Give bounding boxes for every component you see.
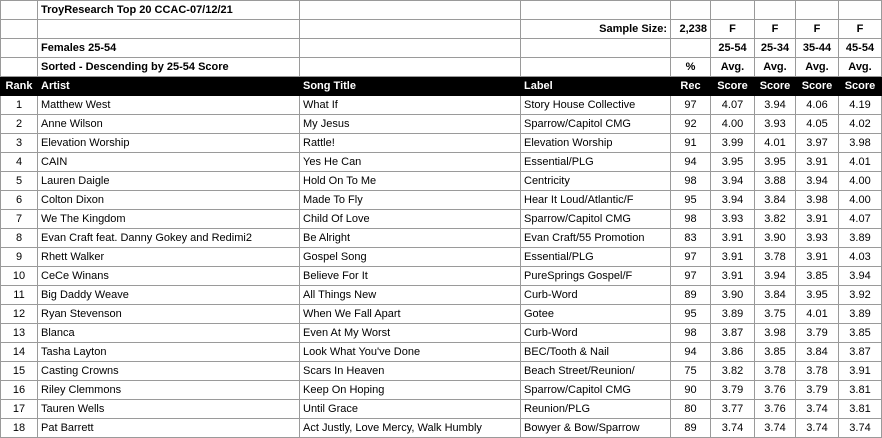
song-cell: Believe For It xyxy=(300,267,521,286)
score-25-34-cell: 3.78 xyxy=(755,248,796,267)
score-25-54-cell: 3.94 xyxy=(711,172,755,191)
col-rank: Rank xyxy=(1,77,38,96)
artist-cell: CeCe Winans xyxy=(38,267,300,286)
col-artist: Artist xyxy=(38,77,300,96)
rec-cell: 94 xyxy=(671,343,711,362)
rec-cell: 75 xyxy=(671,362,711,381)
score-25-34-cell: 3.88 xyxy=(755,172,796,191)
label-cell: Reunion/PLG xyxy=(521,400,671,419)
score-35-44-cell: 4.06 xyxy=(796,96,839,115)
score-25-34-cell: 3.85 xyxy=(755,343,796,362)
song-cell: Even At My Worst xyxy=(300,324,521,343)
table-row xyxy=(1,419,882,438)
rec-cell: 90 xyxy=(671,381,711,400)
col-score-25-54: Score xyxy=(711,77,755,96)
col-score-25-34: Score xyxy=(755,77,796,96)
label-cell: Sparrow/Capitol CMG xyxy=(521,210,671,229)
score-25-34-cell: 3.94 xyxy=(755,96,796,115)
rank-cell: 16 xyxy=(1,381,38,400)
rec-cell: 97 xyxy=(671,267,711,286)
table-row xyxy=(1,229,882,248)
rank-cell: 3 xyxy=(1,134,38,153)
rec-cell: 98 xyxy=(671,324,711,343)
score-45-54-cell: 3.89 xyxy=(839,229,882,248)
table-row xyxy=(1,267,882,286)
score-45-54-cell: 4.19 xyxy=(839,96,882,115)
artist-cell: Casting Crowns xyxy=(38,362,300,381)
score-45-54-cell: 4.07 xyxy=(839,210,882,229)
label-cell: PureSprings Gospel/F xyxy=(521,267,671,286)
table-row xyxy=(1,381,882,400)
song-cell: Made To Fly xyxy=(300,191,521,210)
label-cell: Hear It Loud/Atlantic/F xyxy=(521,191,671,210)
score-25-34-cell: 3.82 xyxy=(755,210,796,229)
score-25-54-cell: 4.00 xyxy=(711,115,755,134)
score-25-54-cell: 3.91 xyxy=(711,267,755,286)
table-row xyxy=(1,362,882,381)
rec-cell: 97 xyxy=(671,96,711,115)
song-cell: Keep On Hoping xyxy=(300,381,521,400)
score-25-54-cell: 3.89 xyxy=(711,305,755,324)
rec-cell: 89 xyxy=(671,419,711,438)
score-25-34-cell: 3.76 xyxy=(755,381,796,400)
score-45-54-cell: 3.81 xyxy=(839,381,882,400)
table-row xyxy=(1,96,882,115)
score-25-34-cell: 3.90 xyxy=(755,229,796,248)
score-35-44-cell: 3.84 xyxy=(796,343,839,362)
score-25-34-cell: 3.95 xyxy=(755,153,796,172)
score-45-54-cell: 3.87 xyxy=(839,343,882,362)
song-cell: My Jesus xyxy=(300,115,521,134)
score-25-34-cell: 3.84 xyxy=(755,191,796,210)
score-25-54-cell: 3.99 xyxy=(711,134,755,153)
table-row xyxy=(1,191,882,210)
col-score-45-54: Score xyxy=(839,77,882,96)
report-title: TroyResearch Top 20 CCAC-07/12/21 xyxy=(38,1,300,20)
rank-cell: 13 xyxy=(1,324,38,343)
score-25-54-cell: 3.93 xyxy=(711,210,755,229)
label-cell: Curb-Word xyxy=(521,324,671,343)
score-45-54-cell: 3.81 xyxy=(839,400,882,419)
col-score-35-44: Score xyxy=(796,77,839,96)
table-row xyxy=(1,400,882,419)
song-cell: What If xyxy=(300,96,521,115)
score-35-44-cell: 3.79 xyxy=(796,381,839,400)
rank-cell: 6 xyxy=(1,191,38,210)
song-cell: Rattle! xyxy=(300,134,521,153)
score-45-54-cell: 3.89 xyxy=(839,305,882,324)
rank-cell: 11 xyxy=(1,286,38,305)
score-25-54-cell: 3.91 xyxy=(711,229,755,248)
score-45-54-cell: 3.98 xyxy=(839,134,882,153)
artist-cell: Tasha Layton xyxy=(38,343,300,362)
artist-cell: CAIN xyxy=(38,153,300,172)
col-song: Song Title xyxy=(300,77,521,96)
rec-cell: 94 xyxy=(671,153,711,172)
score-25-54-cell: 4.07 xyxy=(711,96,755,115)
score-35-44-cell: 4.01 xyxy=(796,305,839,324)
rank-cell: 10 xyxy=(1,267,38,286)
artist-cell: Ryan Stevenson xyxy=(38,305,300,324)
score-25-34-cell: 3.75 xyxy=(755,305,796,324)
label-cell: Centricity xyxy=(521,172,671,191)
rank-cell: 5 xyxy=(1,172,38,191)
score-25-54-cell: 3.94 xyxy=(711,191,755,210)
label-cell: Essential/PLG xyxy=(521,248,671,267)
artist-cell: Tauren Wells xyxy=(38,400,300,419)
score-35-44-cell: 3.95 xyxy=(796,286,839,305)
score-25-34-cell: 3.76 xyxy=(755,400,796,419)
rec-cell: 83 xyxy=(671,229,711,248)
song-cell: Hold On To Me xyxy=(300,172,521,191)
table-row xyxy=(1,172,882,191)
rank-cell: 17 xyxy=(1,400,38,419)
score-35-44-cell: 3.79 xyxy=(796,324,839,343)
song-cell: When We Fall Apart xyxy=(300,305,521,324)
song-cell: Yes He Can xyxy=(300,153,521,172)
table-row xyxy=(1,343,882,362)
rank-cell: 18 xyxy=(1,419,38,438)
song-cell: Until Grace xyxy=(300,400,521,419)
rank-cell: 9 xyxy=(1,248,38,267)
rank-cell: 7 xyxy=(1,210,38,229)
table-row xyxy=(1,305,882,324)
rec-cell: 98 xyxy=(671,210,711,229)
rec-cell: 89 xyxy=(671,286,711,305)
demographic-label: Females 25-54 xyxy=(38,39,300,58)
rank-cell: 8 xyxy=(1,229,38,248)
score-35-44-cell: 3.91 xyxy=(796,248,839,267)
col-rec: Rec xyxy=(671,77,711,96)
rec-cell: 95 xyxy=(671,305,711,324)
rec-cell: 91 xyxy=(671,134,711,153)
rec-cell: 80 xyxy=(671,400,711,419)
song-cell: All Things New xyxy=(300,286,521,305)
score-35-44-cell: 3.98 xyxy=(796,191,839,210)
rank-cell: 12 xyxy=(1,305,38,324)
score-25-54-cell: 3.82 xyxy=(711,362,755,381)
table-row xyxy=(1,248,882,267)
song-cell: Child Of Love xyxy=(300,210,521,229)
score-25-54-cell: 3.79 xyxy=(711,381,755,400)
table-row xyxy=(1,324,882,343)
label-cell: Essential/PLG xyxy=(521,153,671,172)
demo-row: Females 25-54 25-54 25-34 35-44 45-54 xyxy=(1,39,882,58)
score-25-34-cell: 3.93 xyxy=(755,115,796,134)
rec-cell: 97 xyxy=(671,248,711,267)
rank-cell: 14 xyxy=(1,343,38,362)
score-45-54-cell: 3.92 xyxy=(839,286,882,305)
sample-row: Sample Size: 2,238 F F F F xyxy=(1,20,882,39)
score-25-54-cell: 3.90 xyxy=(711,286,755,305)
score-35-44-cell: 3.91 xyxy=(796,210,839,229)
score-45-54-cell: 4.03 xyxy=(839,248,882,267)
rank-cell: 15 xyxy=(1,362,38,381)
sample-size-label: Sample Size: xyxy=(521,20,671,39)
score-45-54-cell: 3.91 xyxy=(839,362,882,381)
label-cell: Curb-Word xyxy=(521,286,671,305)
sample-size-value: 2,238 xyxy=(671,20,711,39)
label-cell: Gotee xyxy=(521,305,671,324)
score-35-44-cell: 3.74 xyxy=(796,400,839,419)
song-cell: Gospel Song xyxy=(300,248,521,267)
label-cell: Evan Craft/55 Promotion xyxy=(521,229,671,248)
song-cell: Be Alright xyxy=(300,229,521,248)
score-45-54-cell: 4.01 xyxy=(839,153,882,172)
song-cell: Look What You've Done xyxy=(300,343,521,362)
score-35-44-cell: 3.97 xyxy=(796,134,839,153)
rank-cell: 1 xyxy=(1,96,38,115)
rank-cell: 4 xyxy=(1,153,38,172)
score-25-54-cell: 3.86 xyxy=(711,343,755,362)
table-row xyxy=(1,115,882,134)
label-cell: Elevation Worship xyxy=(521,134,671,153)
score-25-54-cell: 3.95 xyxy=(711,153,755,172)
rec-cell: 95 xyxy=(671,191,711,210)
song-cell: Scars In Heaven xyxy=(300,362,521,381)
score-35-44-cell: 3.85 xyxy=(796,267,839,286)
score-45-54-cell: 4.00 xyxy=(839,172,882,191)
score-25-54-cell: 3.77 xyxy=(711,400,755,419)
label-cell: Beach Street/Reunion/ xyxy=(521,362,671,381)
sort-label: Sorted - Descending by 25-54 Score xyxy=(38,58,300,77)
score-45-54-cell: 3.85 xyxy=(839,324,882,343)
artist-cell: Rhett Walker xyxy=(38,248,300,267)
column-header-row xyxy=(1,77,882,96)
artist-cell: Anne Wilson xyxy=(38,115,300,134)
artist-cell: Pat Barrett xyxy=(38,419,300,438)
table-row xyxy=(1,153,882,172)
score-35-44-cell: 4.05 xyxy=(796,115,839,134)
artist-cell: Matthew West xyxy=(38,96,300,115)
artist-cell: Elevation Worship xyxy=(38,134,300,153)
sort-row: Sorted - Descending by 25-54 Score % Avg. Avg. Avg. Avg. xyxy=(1,58,882,77)
artist-cell: Big Daddy Weave xyxy=(38,286,300,305)
label-cell: Story House Collective xyxy=(521,96,671,115)
score-45-54-cell: 4.02 xyxy=(839,115,882,134)
score-35-44-cell: 3.93 xyxy=(796,229,839,248)
label-cell: BEC/Tooth & Nail xyxy=(521,343,671,362)
artist-cell: Evan Craft feat. Danny Gokey and Redimi2 xyxy=(38,229,300,248)
artist-cell: Riley Clemmons xyxy=(38,381,300,400)
score-25-34-cell: 3.78 xyxy=(755,362,796,381)
score-25-54-cell: 3.91 xyxy=(711,248,755,267)
score-25-34-cell: 3.94 xyxy=(755,267,796,286)
label-cell: Sparrow/Capitol CMG xyxy=(521,115,671,134)
artist-cell: Blanca xyxy=(38,324,300,343)
artist-cell: Lauren Daigle xyxy=(38,172,300,191)
score-25-54-cell: 3.74 xyxy=(711,419,755,438)
score-35-44-cell: 3.94 xyxy=(796,172,839,191)
col-label: Label xyxy=(521,77,671,96)
score-25-34-cell: 3.74 xyxy=(755,419,796,438)
rec-cell: 92 xyxy=(671,115,711,134)
score-25-54-cell: 3.87 xyxy=(711,324,755,343)
artist-cell: We The Kingdom xyxy=(38,210,300,229)
score-45-54-cell: 4.00 xyxy=(839,191,882,210)
song-cell: Act Justly, Love Mercy, Walk Humbly xyxy=(300,419,521,438)
title-row xyxy=(1,1,882,20)
score-35-44-cell: 3.91 xyxy=(796,153,839,172)
score-35-44-cell: 3.74 xyxy=(796,419,839,438)
table-row xyxy=(1,210,882,229)
score-25-34-cell: 3.84 xyxy=(755,286,796,305)
label-cell: Sparrow/Capitol CMG xyxy=(521,381,671,400)
score-45-54-cell: 3.94 xyxy=(839,267,882,286)
label-cell: Bowyer & Bow/Sparrow xyxy=(521,419,671,438)
artist-cell: Colton Dixon xyxy=(38,191,300,210)
table-row xyxy=(1,134,882,153)
score-45-54-cell: 3.74 xyxy=(839,419,882,438)
table-row xyxy=(1,286,882,305)
rec-cell: 98 xyxy=(671,172,711,191)
score-25-34-cell: 4.01 xyxy=(755,134,796,153)
score-25-34-cell: 3.98 xyxy=(755,324,796,343)
score-35-44-cell: 3.78 xyxy=(796,362,839,381)
rank-cell: 2 xyxy=(1,115,38,134)
